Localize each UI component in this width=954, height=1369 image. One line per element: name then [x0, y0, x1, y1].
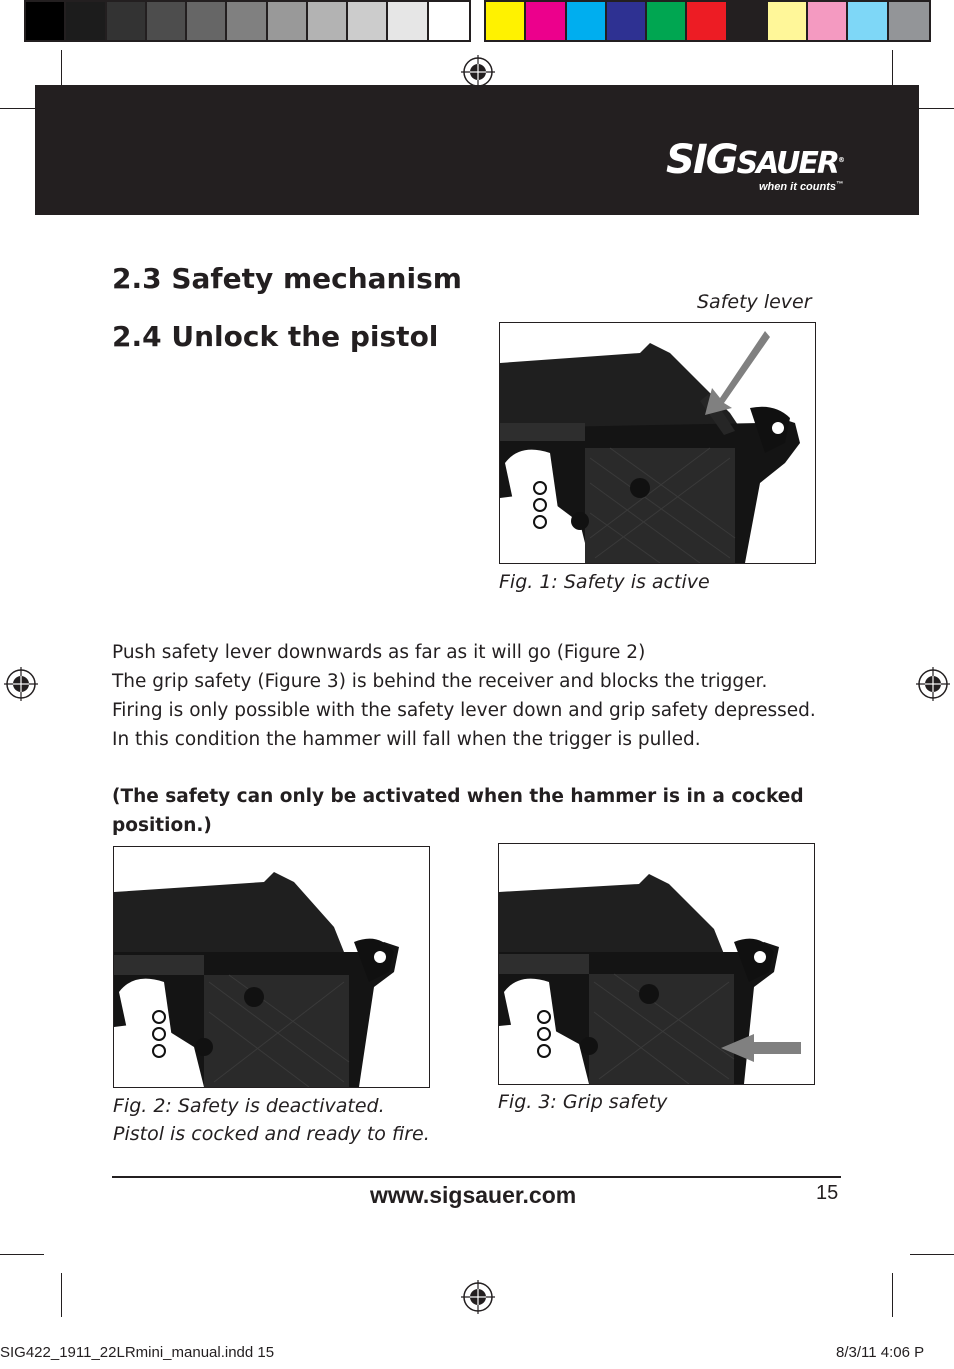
registration-mark-icon	[461, 1280, 495, 1314]
fig2-caption-line: Fig. 2: Safety is deactivated.	[113, 1095, 385, 1117]
logo-trademark: ™	[836, 181, 843, 188]
fig2-caption	[113, 1092, 430, 1148]
color-swatch	[889, 2, 929, 40]
color-swatch	[728, 2, 768, 40]
color-swatch	[107, 2, 147, 40]
body-line: Firing is only possible with the safety lever down and grip safety depressed.	[112, 700, 816, 721]
logo-tagline: when it counts	[759, 181, 836, 193]
pointer-arrow-icon	[705, 331, 770, 415]
body-line: Push safety lever downwards as far as it will go (Figure 2)	[112, 642, 646, 663]
color-swatch	[848, 2, 888, 40]
color-swatch	[429, 2, 469, 40]
pistol-illustration	[500, 323, 815, 563]
color-swatch	[308, 2, 348, 40]
header-band	[35, 85, 919, 215]
color-swatch	[808, 2, 848, 40]
color-swatch	[66, 2, 106, 40]
footer-rule	[112, 1176, 841, 1178]
registration-mark-icon	[461, 55, 495, 89]
color-swatch	[768, 2, 808, 40]
color-swatch	[687, 2, 727, 40]
logo-sauer-text: SAUER	[736, 146, 838, 181]
safety-note	[112, 782, 832, 840]
color-swatch	[26, 2, 66, 40]
fig3-caption: Fig. 3: Grip safety	[498, 1091, 668, 1113]
body-line: The grip safety (Figure 3) is behind the receiver and blocks the trigger.	[112, 671, 768, 692]
process-color-calibration-bar	[484, 0, 931, 42]
crop-mark	[910, 1254, 954, 1255]
color-swatch	[268, 2, 308, 40]
color-swatch	[227, 2, 267, 40]
color-swatch	[567, 2, 607, 40]
slug-file-name: SIG422_1911_22LRmini_manual.indd 15	[0, 1344, 275, 1361]
fig1-photo	[499, 322, 816, 564]
fig1-safety-lever-label: Safety lever	[697, 291, 812, 313]
logo-sig-text: SIG	[666, 137, 737, 183]
grayscale-calibration-bar	[24, 0, 471, 42]
section-heading-unlock: 2.4 Unlock the pistol	[112, 320, 439, 353]
color-swatch	[187, 2, 227, 40]
fig1-caption: Fig. 1: Safety is active	[499, 571, 710, 593]
color-swatch	[647, 2, 687, 40]
pistol-illustration	[114, 847, 429, 1087]
color-swatch	[526, 2, 566, 40]
note-line: position.)	[112, 815, 212, 836]
color-swatch	[147, 2, 187, 40]
registration-mark-icon	[4, 667, 38, 701]
fig3-photo	[498, 843, 815, 1085]
fig2-caption-line: Pistol is cocked and ready to fire.	[113, 1123, 430, 1145]
crop-mark	[892, 1273, 893, 1317]
footer-url: www.sigsauer.com	[370, 1182, 577, 1208]
color-swatch	[388, 2, 428, 40]
crop-mark	[61, 1273, 62, 1317]
crop-mark	[0, 1254, 44, 1255]
section-heading-safety: 2.3 Safety mechanism	[112, 262, 462, 295]
body-line: In this condition the hammer will fall when the trigger is pulled.	[112, 729, 701, 750]
page-number: 15	[816, 1182, 839, 1204]
color-swatch	[348, 2, 388, 40]
registration-mark-icon	[916, 667, 950, 701]
note-line: (The safety can only be activated when the hammer is in a cocked	[112, 786, 804, 807]
pistol-illustration	[499, 844, 814, 1084]
slug-timestamp: 8/3/11 4:06 P	[836, 1344, 925, 1361]
color-swatch	[486, 2, 526, 40]
logo-registered-mark: ®	[838, 156, 843, 164]
body-paragraph	[112, 638, 832, 754]
color-swatch	[607, 2, 647, 40]
fig2-photo	[113, 846, 430, 1088]
sig-sauer-logo	[666, 137, 843, 193]
